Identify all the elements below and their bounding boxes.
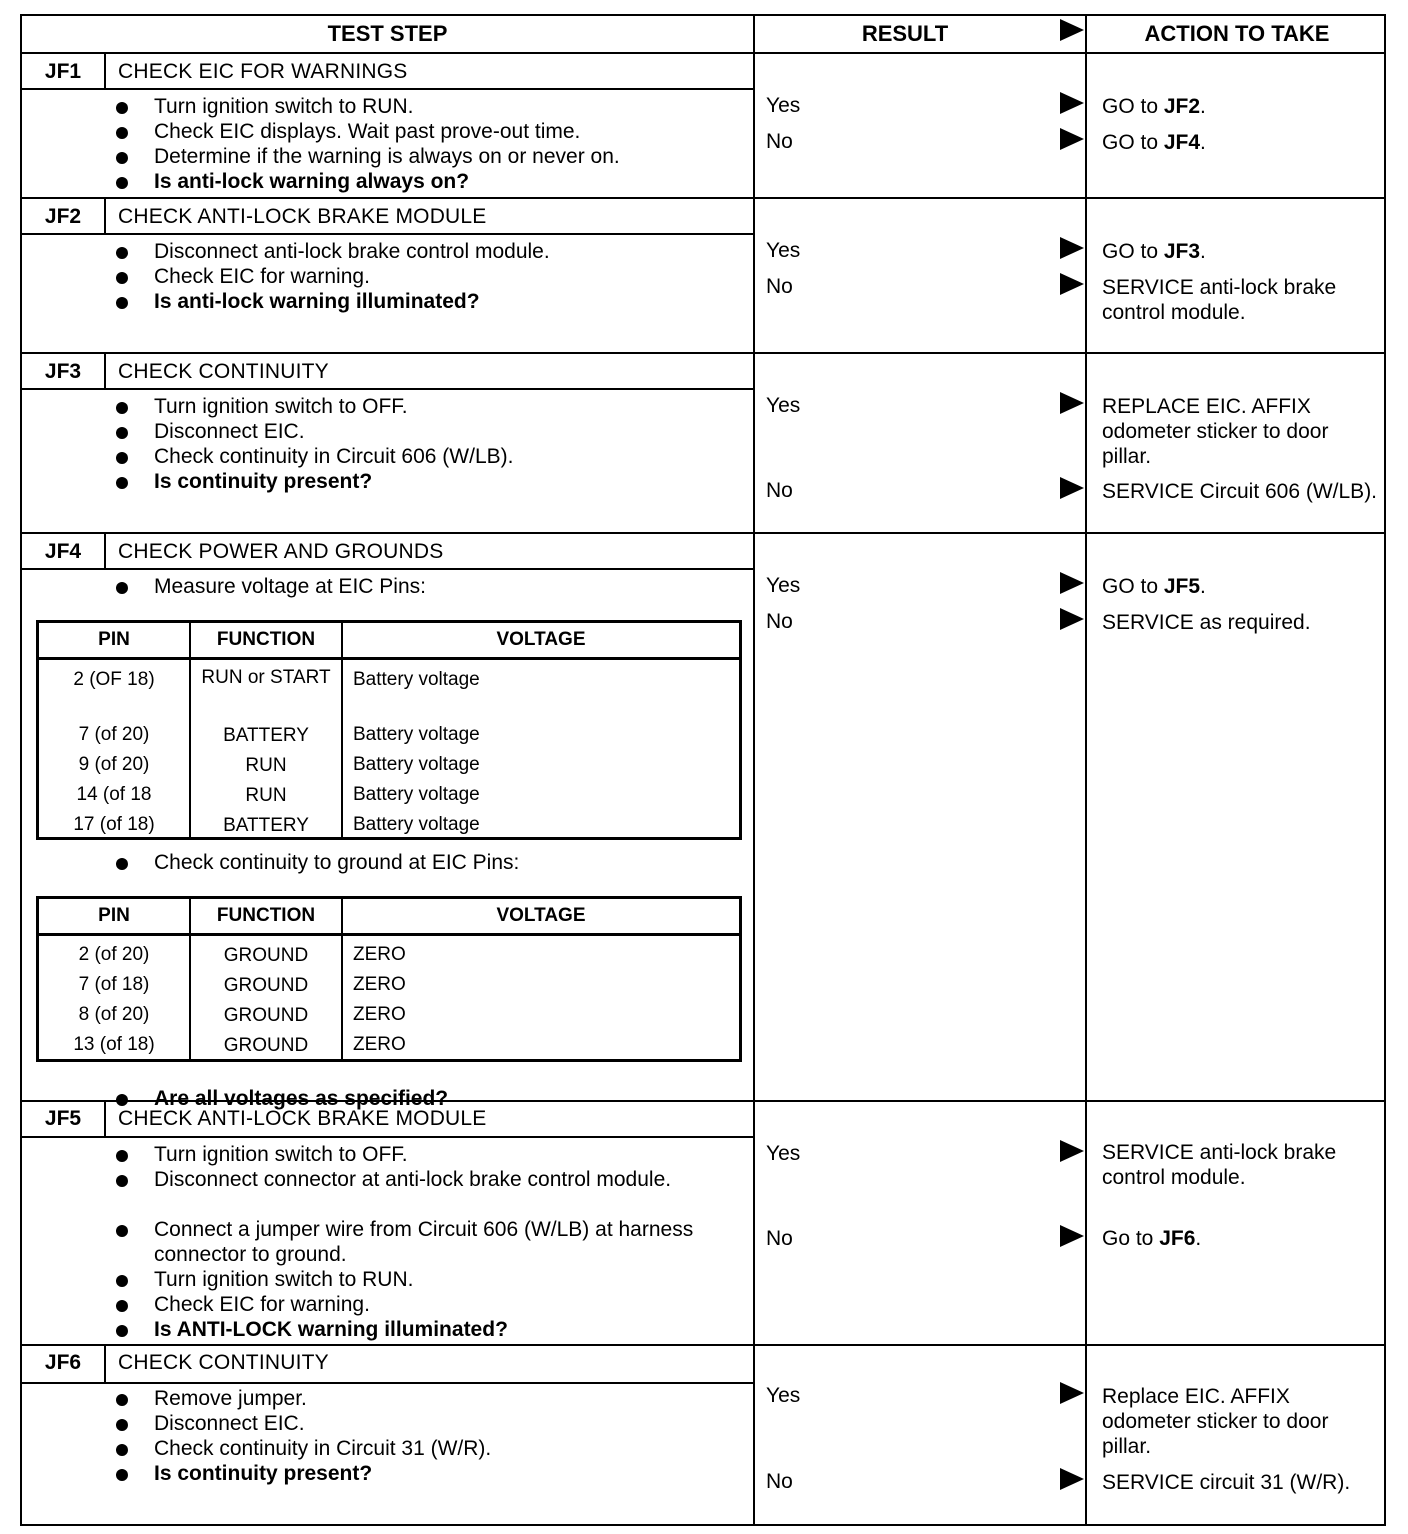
table-cell: Battery voltage [353, 784, 480, 805]
arrow-icon [1060, 1468, 1084, 1490]
step-title: CHECK ANTI-LOCK BRAKE MODULE [118, 1107, 487, 1130]
table-cell: BATTERY [223, 815, 309, 836]
table-cell: ZERO [353, 1034, 406, 1055]
diagnostic-table: TEST STEP RESULT ACTION TO TAKE JF1 CHECK EIC FOR WARNINGS Turn ignition switch to RUN. Check EIC displays. Wait past prove-out time. Determine if the warning is always on or never on. Is anti-lock warning always on? Yes GO to JF2. No GO to JF4. JF2 CHECK ANTI-LOCK BRAKE MODULE Disconnect anti-lock brake control module. Check EIC for warning. Is anti-lock warning illuminated? Yes GO to JF3. No SERVICE anti-lock brake control module. JF3 CHECK CONTINUITY Turn ignition switch to OFF. Disconnect EIC. Check continuity in Circuit 606 (W/LB). Is continuity present? Yes REPLACE EIC. AFFIX odometer sticker to door pillar. No SERVICE Circuit 606 (W/LB). JF4 CHECK POWER AND GROUNDS Measure voltage at EIC Pins: PIN FUNCTION VOLTAGE 2 (OF 18) RUN or START Battery voltage 7 (of 20) BATTERY Battery voltage 9 (of 20) RUN Battery voltage 14 (of 18 RUN Battery voltage 17 (of 18) BATTERY Battery voltage Check continuity to ground at EIC Pins: PIN FUNCTION VOLTAGE 2 (of 20) GROUND ZERO 7 (of 18) GROUND ZERO 8 (of 20) GROUND ZERO 13 (of 18) GROUND ZERO Are all voltages as specified? Yes GO to JF5. No SERVICE as required. JF5 CHECK ANTI-LOCK BRAKE MODULE Turn ignition switch to OFF. Disconnect connector at anti-lock brake control module. Connect a jumper wire from Circuit 606 (W/LB) at harness connector to ground. Turn ignition switch to RUN. Check EIC for warning. Is ANTI-LOCK warning illuminated? Yes SERVICE anti-lock brake control module. No Go to JF6. JF6 CHECK CONTINUITY Remove jumper. Disconnect EIC. Check continuity in Circuit 31 (W/R). Is continuity present? Yes Replace EIC. AFFIX odometer sticker to door pillar. No SERVICE circuit 31 (W/R). [20, 14, 1386, 1526]
result-no: No [766, 275, 793, 298]
step-title: CHECK EIC FOR WARNINGS [118, 60, 408, 83]
table-cell: GROUND [223, 1005, 309, 1026]
result-no: No [766, 610, 793, 633]
arrow-icon [1060, 477, 1084, 499]
result-no: No [766, 1470, 793, 1493]
arrow-icon [1060, 572, 1084, 594]
arrow-icon [1060, 273, 1084, 295]
action-yes: SERVICE anti-lock brake control module. [1102, 1141, 1337, 1189]
row-rule [22, 352, 1384, 354]
col-header-pin: PIN [98, 629, 130, 650]
action-no: SERVICE anti-lock brake control module. [1102, 276, 1337, 324]
result-no: No [766, 1227, 793, 1250]
table-cell: RUN [245, 785, 287, 806]
arrow-icon [1060, 392, 1084, 414]
arrow-icon [1060, 92, 1084, 114]
action-yes: GO to JF5. [1102, 575, 1206, 598]
table-cell: 14 (of 18 [76, 784, 152, 805]
col-header-voltage: VOLTAGE [496, 905, 586, 926]
step-id: JF1 [44, 60, 82, 83]
column-divider [753, 16, 755, 1524]
row-rule [22, 1344, 1384, 1346]
header-test-step: TEST STEP [327, 21, 448, 46]
table-cell: GROUND [223, 975, 309, 996]
arrow-icon [1060, 1382, 1084, 1404]
action-no: SERVICE as required. [1102, 611, 1311, 634]
table-cell: BATTERY [223, 725, 309, 746]
table-cell: 13 (of 18) [73, 1034, 155, 1055]
table-cell: 7 (of 20) [78, 724, 150, 745]
action-no: SERVICE Circuit 606 (W/LB). [1102, 480, 1378, 503]
header-arrow-icon [1060, 19, 1084, 41]
column-divider [1085, 16, 1087, 1524]
step-id: JF6 [44, 1351, 82, 1374]
table-cell: 2 (OF 18) [73, 669, 155, 690]
col-header-function: FUNCTION [216, 905, 316, 926]
action-yes: GO to JF3. [1102, 240, 1206, 263]
step-id: JF4 [44, 540, 82, 563]
row-rule [22, 532, 1384, 534]
table-cell: 17 (of 18) [73, 814, 155, 835]
header-result: RESULT [861, 21, 949, 46]
table-cell: GROUND [223, 1035, 309, 1056]
action-no: GO to JF4. [1102, 131, 1206, 154]
action-yes: GO to JF2. [1102, 95, 1206, 118]
arrow-icon [1060, 1140, 1084, 1162]
table-cell: Battery voltage [353, 669, 480, 690]
voltage-table [36, 620, 742, 840]
table-cell: 7 (of 18) [78, 974, 150, 995]
table-cell: 9 (of 20) [78, 754, 150, 775]
result-yes: Yes [766, 394, 801, 417]
result-yes: Yes [766, 239, 801, 262]
table-cell: ZERO [353, 944, 406, 965]
arrow-icon [1060, 608, 1084, 630]
row-rule [22, 1100, 1384, 1102]
table-cell: RUN [245, 755, 287, 776]
row-rule [22, 197, 1384, 199]
table-cell: Battery voltage [353, 754, 480, 775]
header-action: ACTION TO TAKE [1144, 21, 1330, 46]
action-no: SERVICE circuit 31 (W/R). [1102, 1471, 1351, 1494]
result-no: No [766, 130, 793, 153]
step-title: CHECK POWER AND GROUNDS [118, 540, 444, 563]
arrow-icon [1060, 237, 1084, 259]
table-cell: 8 (of 20) [78, 1004, 150, 1025]
arrow-icon [1060, 1225, 1084, 1247]
step-title: CHECK CONTINUITY [118, 360, 329, 383]
step-id: JF3 [44, 360, 82, 383]
step-id: JF2 [44, 205, 82, 228]
table-cell: ZERO [353, 1004, 406, 1025]
result-no: No [766, 479, 793, 502]
col-header-function: FUNCTION [216, 629, 316, 650]
header-rule [22, 52, 1384, 54]
result-yes: Yes [766, 94, 801, 117]
step-title: CHECK ANTI-LOCK BRAKE MODULE [118, 205, 487, 228]
table-cell: GROUND [223, 945, 309, 966]
action-no: Go to JF6. [1102, 1227, 1202, 1250]
action-yes: REPLACE EIC. AFFIX odometer sticker to door pillar. [1102, 395, 1329, 468]
result-yes: Yes [766, 1142, 801, 1165]
col-header-voltage: VOLTAGE [496, 629, 586, 650]
table-cell: RUN or START [201, 667, 331, 688]
action-yes: Replace EIC. AFFIX odometer sticker to door pillar. [1102, 1385, 1329, 1458]
step-id: JF5 [44, 1107, 82, 1130]
table-cell: ZERO [353, 974, 406, 995]
step-title: CHECK CONTINUITY [118, 1351, 329, 1374]
table-cell: Battery voltage [353, 724, 480, 745]
col-header-pin: PIN [98, 905, 130, 926]
result-yes: Yes [766, 574, 801, 597]
ground-table [36, 896, 742, 1062]
result-yes: Yes [766, 1384, 801, 1407]
table-cell: 2 (of 20) [78, 944, 150, 965]
arrow-icon [1060, 128, 1084, 150]
table-cell: Battery voltage [353, 814, 480, 835]
